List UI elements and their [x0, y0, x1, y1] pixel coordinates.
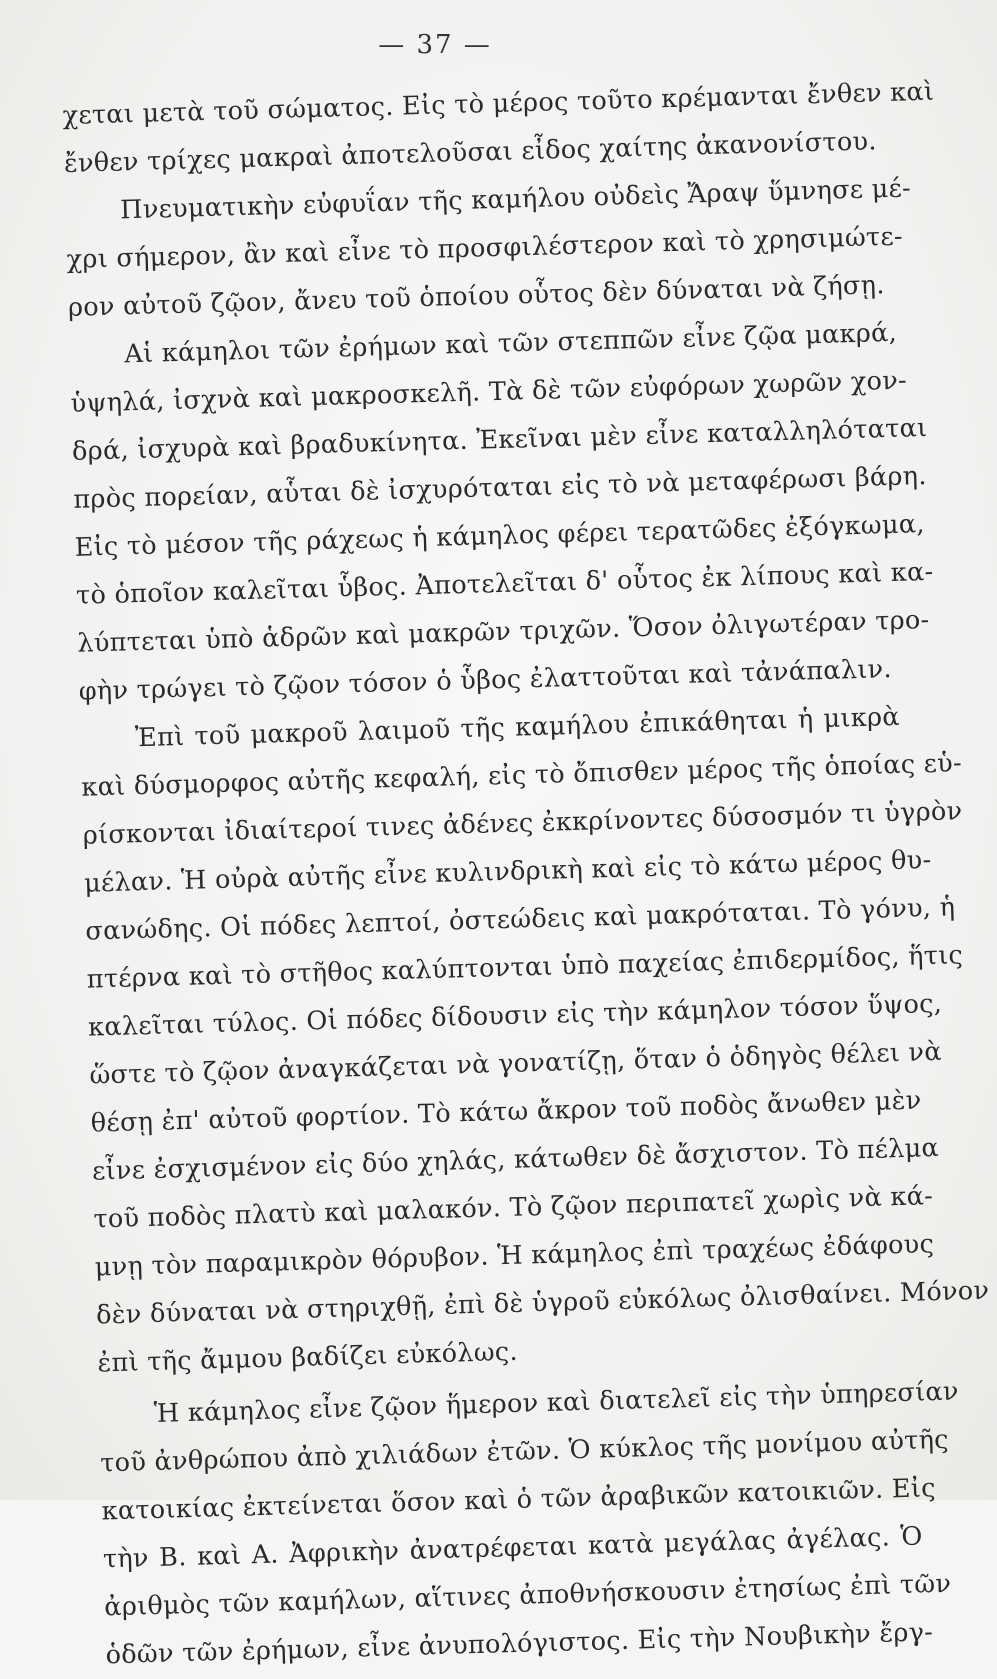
text-line: ἀριθμὸς τῶν καμήλων, αἵτινες ἀποθνήσκουσιν ἐτησίως ἐπὶ τῶν: [103, 1568, 952, 1623]
text-line: Αἱ κάμηλοι τῶν ἐρήμων καὶ τῶν στεππῶν εἶνε ζῷα μακρά,: [123, 317, 898, 370]
text-line: Πνευματικὴν εὐφυΐαν τῆς καμήλου οὐδεὶς Ἄραψ ὕμνησε μέ-: [119, 173, 912, 226]
text-line: κατοικίας ἐκτείνεται ὅσον καὶ ὁ τῶν ἀραβικῶν κατοικιῶν. Εἰς: [101, 1473, 937, 1527]
text-line: δρά, ἰσχυρὰ καὶ βραδυκίνητα. Ἐκεῖναι μὲν εἶνε καταλληλόταται: [71, 412, 928, 467]
text-line: χρι σήμερον, ἂν καὶ εἶνε τὸ προσφιλέστερον καὶ τὸ χρησιμώτε-: [66, 221, 904, 275]
text-line: τοῦ ἀνθρώπου ἀπὸ χιλιάδων ἐτῶν. Ὁ κύκλος τῆς μονίμου αὐτῆς: [99, 1424, 950, 1479]
text-line: Ἡ κάμηλος εἶνε ζῷον ἥμερον καὶ διατελεῖ εἰς τὴν ὑπηρεσίαν: [153, 1376, 960, 1429]
text-line: πτέρνα καὶ τὸ στῆθος καλύπτονται ὑπὸ παχείας ἐπιδερμίδος, ἥτις: [86, 940, 964, 995]
text-line: Εἰς τὸ μέσον τῆς ράχεως ἡ κάμηλος φέρει τερατῶδες ἐξόγκωμα,: [74, 509, 926, 563]
text-line: καλεῖται τύλος. Οἱ πόδες δίδουσιν εἰς τὴν κάμηλον τόσον ὕψος,: [87, 988, 943, 1043]
text-line: λύπτεται ὑπὸ ἁδρῶν καὶ μακρῶν τριχῶν. Ὅσον ὀλιγωτέραν τρο-: [76, 604, 930, 659]
text-line: Ἐπὶ τοῦ μακροῦ λαιμοῦ τῆς καμήλου ἐπικάθηται ἡ μικρὰ: [134, 701, 901, 754]
text-line: τὴν Β. καὶ Α. Ἀφρικὴν ἀνατρέφεται κατὰ μεγάλας ἀγέλας. Ὁ: [102, 1521, 924, 1575]
text-line: ὁδῶν τῶν ἐρήμων, εἶνε ἀνυπολόγιστος. Εἰς τὴν Νουβικὴν ἔργ-: [105, 1617, 934, 1671]
text-line: ρον αὐτοῦ ζῷον, ἄνευ τοῦ ὁποίου οὗτος δὲν δύναται νὰ ζήσῃ.: [67, 270, 886, 323]
text-line: τοῦ ποδὸς πλατὺ καὶ μαλακόν. Τὸ ζῷον περιπατεῖ χωρὶς νὰ κά-: [93, 1181, 934, 1235]
text-line: φὴν τρώγει τὸ ζῷον τόσον ὁ ὗβος ἐλαττοῦται καὶ τἀνάπαλιν.: [78, 654, 893, 707]
text-line: σανώδης. Οἱ πόδες λεπτοί, ὀστεώδεις καὶ μακρόταται. Τὸ γόνυ, ἡ: [85, 892, 956, 947]
text-line: ὑψηλά, ἰσχνὰ καὶ μακροσκελῆ. Τὰ δὲ τῶν εὐφόρων χωρῶν χον-: [70, 365, 908, 419]
text-line: τὸ ὁποῖον καλεῖται ὗβος. Ἀποτελεῖται δ' οὗτος ἐκ λίπους καὶ κα-: [75, 556, 934, 611]
text-line: καὶ δύσμορφος αὐτῆς κεφαλή, εἰς τὸ ὄπισθεν μέρος τῆς ὁποίας εὑ-: [81, 748, 963, 803]
text-line: θέσῃ ἐπ' αὐτοῦ φορτίον. Τὸ κάτω ἄκρον τοῦ ποδὸς ἄνωθεν μὲν: [90, 1085, 922, 1139]
text-line: χεται μετὰ τοῦ σώματος. Εἰς τὸ μέρος τοῦτο κρέμανται ἔνθεν καὶ: [62, 76, 935, 131]
body-text: [62, 69, 990, 1679]
text-line: μνῃ τὸν παραμικρὸν θόρυβον. Ἡ κάμηλος ἐπὶ τραχέως ἐδάφους: [94, 1229, 935, 1283]
text-line: μέλαν. Ἡ οὐρὰ αὐτῆς εἶνε κυλινδρικὴ καὶ εἰς τὸ κάτω μέρος θυ-: [83, 845, 932, 899]
text-line: δὲν δύναται νὰ στηριχθῇ, ἐπὶ δὲ ὑγροῦ εὐκόλως ὀλισθαίνει. Μόνον: [95, 1275, 990, 1331]
page-number: — 37 —: [378, 30, 492, 60]
text-line: ὥστε τὸ ζῷον ἀναγκάζεται νὰ γονατίζῃ, ὅταν ὁ ὁδηγὸς θέλει νὰ: [89, 1036, 943, 1091]
text-line: ἔνθεν τρίχες μακραὶ ἀποτελοῦσαι εἶδος χαίτης ἀκανονίστου.: [63, 126, 878, 179]
text-line: ρίσκονται ἰδιαίτεροί τινες ἀδένες ἐκκρίνοντες δύσοσμόν τι ὑγρὸν: [82, 796, 963, 851]
text-line: πρὸς πορείαν, αὗται δὲ ἰσχυρόταται εἰς τὸ νὰ μεταφέρωσι βάρη.: [72, 461, 928, 515]
text-line: εἶνε ἐσχισμένον εἰς δύο χηλάς, κάτωθεν δὲ ἄσχιστον. Τὸ πέλμα: [91, 1132, 940, 1187]
text-line: ἐπὶ τῆς ἄμμου βαδίζει εὐκόλως.: [97, 1336, 519, 1379]
